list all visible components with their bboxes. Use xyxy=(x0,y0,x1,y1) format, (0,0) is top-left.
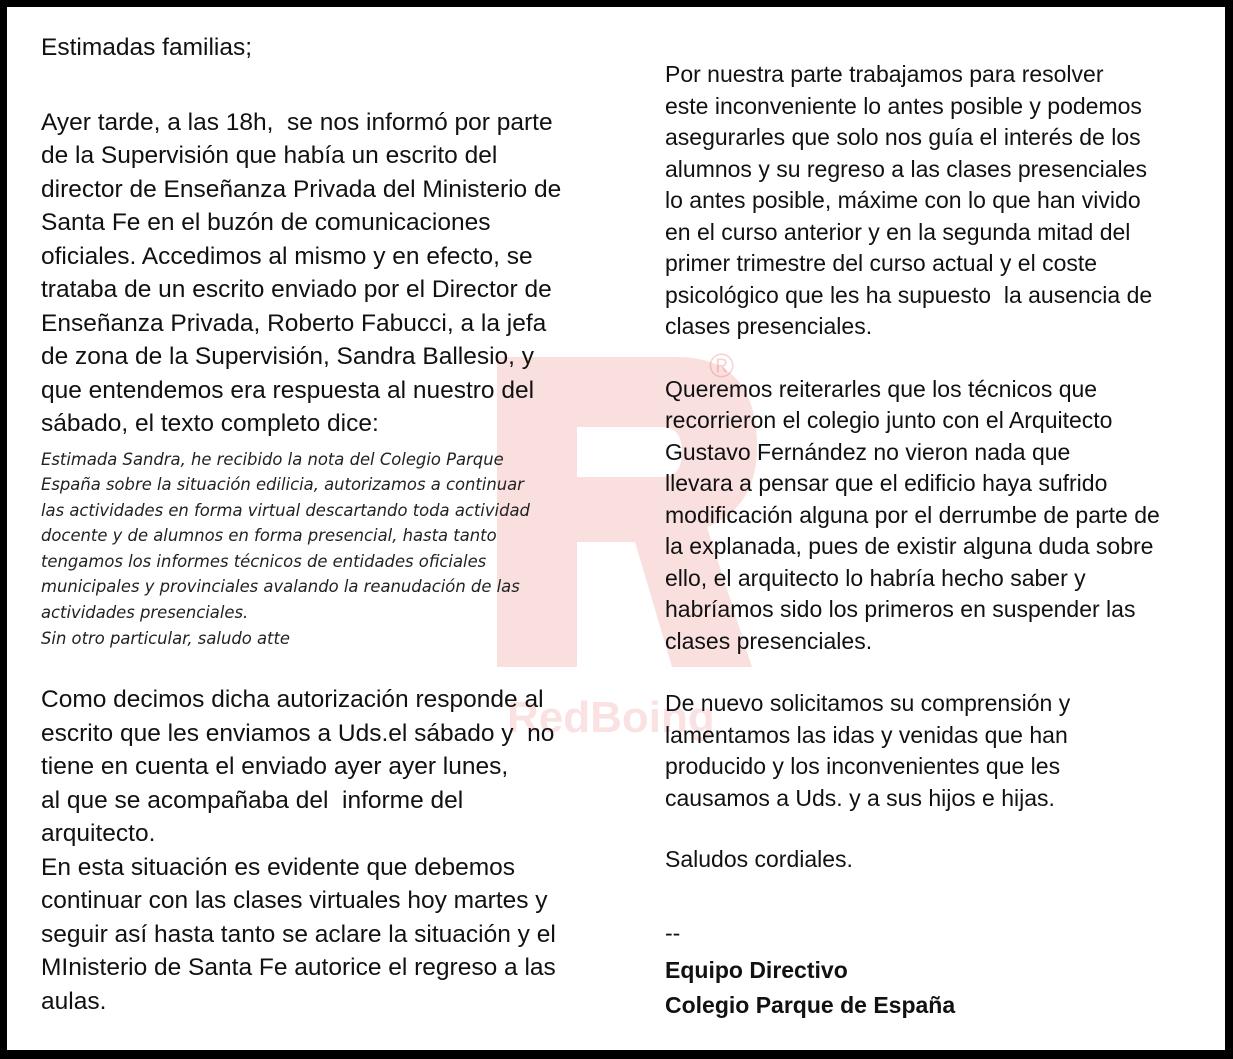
signature-separator: -- xyxy=(665,919,681,946)
right-column xyxy=(665,59,1225,1023)
watermark-text: RedBoing xyxy=(507,693,715,742)
quoted-letter: Estimada Sandra, he recibido la nota del Colegio Parque España sobre la situación edilicia, autorizamos a continuar las actividades en forma virtual descartando toda actividad docente y de alumnos en forma presencial, hasta tanto tengamos los informes técnicos de entidades oficiales municipales y provinciales avalando la reanudación de las actividades presenciales. Sin otro particular, saludo atte xyxy=(41,449,530,648)
left-column xyxy=(41,31,631,1018)
right-paragraph-1: Por nuestra parte trabajamos para resolver este inconveniente lo antes posible y podemos asegurarles que solo nos guía el interés de los alumnos y su regreso a las clases presenciales lo antes posible, máxime con lo que han vivido en el curso anterior y en la segunda mitad del primer trimestre del curso actual y el coste psicológico que les ha supuesto la ausencia de clases presenciales. xyxy=(665,61,1153,339)
left-paragraph-1: Ayer tarde, a las 18h, se nos informó por parte de la Supervisión que había un escrito del director de Enseñanza Privada del Ministerio de Santa Fe en el buzón de comunicaciones oficiales. Accedimos al mismo y en efecto, se trataba de un escrito enviado por el Director de Enseñanza Privada, Roberto Fabucci, a la jefa de zona de la Supervisión, Sandra Ballesio, y que entendemos era respuesta al nuestro del sábado, el texto completo dice: xyxy=(41,108,562,437)
registered-mark: ® xyxy=(709,347,735,385)
right-paragraph-3: De nuevo solicitamos su comprensión y lamentamos las idas y venidas que han producido y los inconvenientes que les causamos a Uds. y a sus hijos e hijas. xyxy=(665,690,1071,811)
right-paragraph-2: Queremos reiterarles que los técnicos que recorrieron el colegio junto con el Arquitecto Gustavo Fernández no vieron nada que llevara a pensar que el edificio haya sufrido modificación alguna por el derrumbe de parte de la explanada, pues de existir alguna duda sobre ello, el arquitecto lo habría hecho saber y habríamos sido los primeros en suspender las clases presenciales. xyxy=(665,375,1160,654)
signature: Equipo Directivo Colegio Parque de España xyxy=(665,957,956,1018)
closing: Saludos cordiales. xyxy=(665,846,853,872)
greeting: Estimadas familias; xyxy=(41,34,253,61)
left-paragraph-2: Como decimos dicha autorización responde al escrito que les enviamos a Uds.el sábado y no tiene en cuenta el enviado ayer ayer lunes, al que se acompañaba del informe del arquitecto. En esta situación es evidente que debemos continuar con las clases virtuales hoy martes y seguir así hasta tanto se aclare la situación y el MInisterio de Santa Fe autorice el regreso a las aulas. xyxy=(41,686,556,1015)
